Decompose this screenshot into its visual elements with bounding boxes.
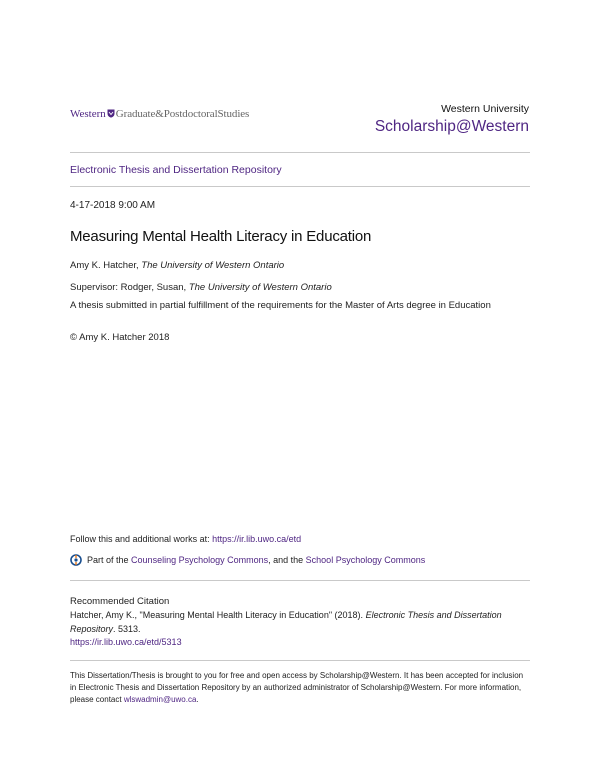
citation-link[interactable]: https://ir.lib.uwo.ca/etd/5313 [70, 637, 182, 647]
divider [70, 152, 530, 153]
part-of-prefix: Part of the [87, 555, 129, 565]
supervisor-line [70, 282, 332, 293]
author-affiliation: The University of Western Ontario [141, 260, 285, 271]
logo-unit: Graduate&PostdoctoralStudies [115, 108, 250, 120]
contact-email-link[interactable]: wlswadmin@uwo.ca [123, 695, 197, 704]
divider [70, 186, 530, 187]
citation-number: . 5313. [113, 623, 141, 634]
logo-brand: Western [70, 108, 106, 120]
follow-text: Follow this and additional works at: [70, 534, 210, 544]
thesis-statement: A thesis submitted in partial fulfillment of the requirements for the Master of Arts degree in Education [70, 300, 491, 311]
western-gps-logo [70, 108, 249, 120]
follow-line [70, 534, 301, 544]
page-title: Measuring Mental Health Literacy in Education [70, 228, 372, 245]
part-of-middle: , and the [268, 555, 304, 565]
part-of-line [70, 554, 425, 566]
recommended-citation-heading: Recommended Citation [70, 596, 170, 607]
footer-notice [70, 670, 530, 706]
etd-link[interactable]: https://ir.lib.uwo.ca/etd [212, 534, 302, 544]
school-psychology-link[interactable]: School Psychology Commons [305, 555, 426, 565]
western-crest-icon [107, 109, 115, 118]
supervisor-label: Supervisor: Rodger, Susan, [70, 282, 187, 293]
publication-date: 4-17-2018 9:00 AM [70, 200, 156, 211]
author-line [70, 260, 284, 271]
university-name: Western University [441, 103, 529, 115]
supervisor-affiliation: The University of Western Ontario [188, 282, 332, 293]
footer-end: . [196, 695, 199, 704]
citation-journal: Electronic Thesis and Dissertation Repository [70, 610, 502, 634]
network-icon [70, 554, 82, 566]
divider [70, 580, 530, 581]
counseling-psychology-link[interactable]: Counseling Psychology Commons [131, 555, 269, 565]
copyright: © Amy K. Hatcher 2018 [70, 332, 170, 343]
scholarship-western-link[interactable]: Scholarship@Western [374, 118, 529, 135]
footer-text: This Dissertation/Thesis is brought to you for free and open access by Scholarship@Western. It has been accepted for inclusion in Electronic Thesis and Dissertation Repository by an authorized administrator of Scholarship@Western. For more information, please contact [70, 671, 524, 704]
repository-link[interactable]: Electronic Thesis and Dissertation Repository [70, 164, 282, 176]
citation [70, 609, 530, 650]
divider [70, 660, 530, 661]
citation-text: Hatcher, Amy K., "Measuring Mental Health Literacy in Education" (2018). [70, 610, 364, 620]
author-name: Amy K. Hatcher, [70, 260, 139, 271]
